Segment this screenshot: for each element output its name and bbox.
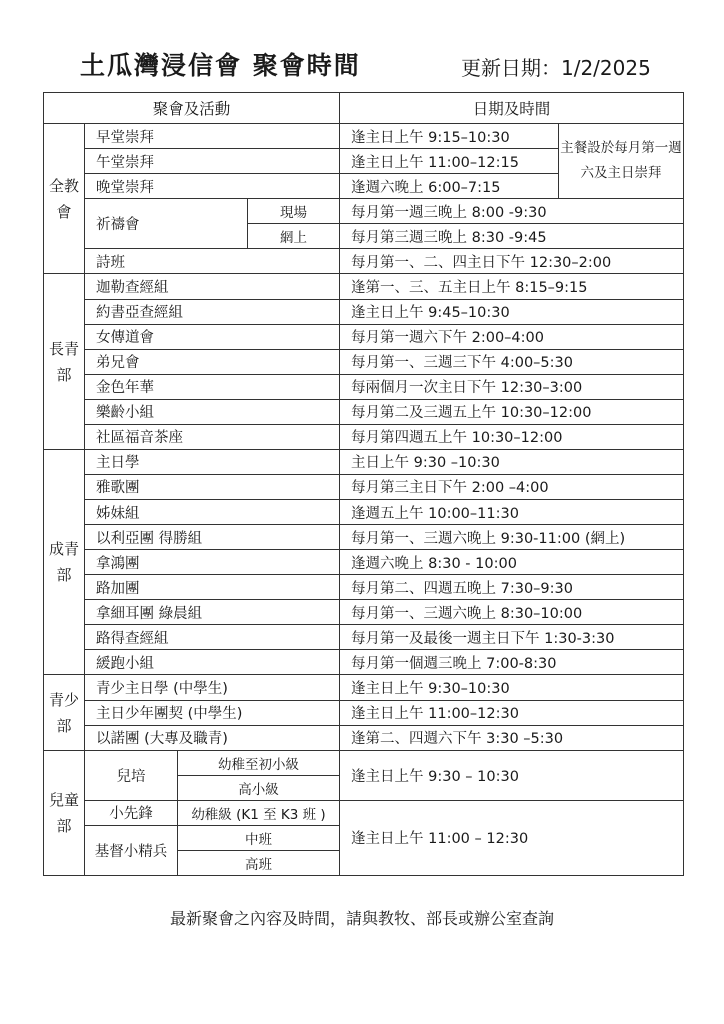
- activity-name: 主日學: [85, 449, 340, 474]
- activity-name: 基督小精兵: [85, 825, 178, 875]
- table-row: [44, 725, 684, 750]
- activity-time: 每月第一、三週六晚上 9:30-11:00 (網上): [340, 525, 684, 550]
- activity-time: 每月第一、三週三下午 4:00–5:30: [340, 349, 684, 374]
- activity-time: 逢主日上午 11:00–12:15: [340, 149, 559, 174]
- activity-time: 逢週六晚上 8:30 - 10:00: [340, 550, 684, 575]
- table-row: [44, 525, 684, 550]
- activity-time: 逢主日上午 9:45–10:30: [340, 299, 684, 324]
- table-row: [44, 474, 684, 499]
- table-row: [44, 625, 684, 650]
- dept-adult: 成青部: [44, 449, 85, 675]
- table-row: [44, 449, 684, 474]
- table-row: [44, 500, 684, 525]
- activity-time: 逢週五上午 10:00–11:30: [340, 500, 684, 525]
- level-label: 幼稚至初小級: [178, 750, 340, 775]
- updated-date: 更新日期：1/2/2025: [461, 56, 651, 80]
- activity-name: 社區福音茶座: [85, 424, 340, 449]
- table-header-row: [44, 93, 684, 124]
- meal-note: 主餐設於每月第一週六及主日崇拜: [559, 124, 684, 199]
- activity-name: 主日少年團契 (中學生): [85, 700, 340, 725]
- activity-time: 逢第一、三、五主日上午 8:15–9:15: [340, 274, 684, 299]
- activity-column-header: 聚會及活動: [44, 93, 340, 124]
- activity-name: 路得查經組: [85, 625, 340, 650]
- activity-time: 每月第一、二、四主日下午 12:30–2:00: [340, 249, 684, 274]
- activity-name: 祈禱會: [85, 199, 248, 249]
- activity-time: 每月第三主日下午 2:00 –4:00: [340, 474, 684, 499]
- table-row: [44, 349, 684, 374]
- table-row: [44, 374, 684, 399]
- activity-name: 姊妹組: [85, 500, 340, 525]
- activity-name: 午堂崇拜: [85, 149, 340, 174]
- table-row: [44, 249, 684, 274]
- page-title: 土瓜灣浸信會 聚會時間: [80, 51, 361, 80]
- activity-name: 詩班: [85, 249, 340, 274]
- activity-time: 每月第一週六下午 2:00–4:00: [340, 324, 684, 349]
- activity-time: 每月第一週三晚上 8:00 -9:30: [340, 199, 684, 224]
- activity-name: 青少主日學 (中學生): [85, 675, 340, 700]
- table-row: [44, 650, 684, 675]
- table-row: [44, 550, 684, 575]
- activity-name: 約書亞查經組: [85, 299, 340, 324]
- level-label: 高班: [178, 850, 340, 875]
- activity-name: 迦勒查經組: [85, 274, 340, 299]
- dept-all-church: 全教會: [44, 124, 85, 274]
- table-row: [44, 199, 684, 224]
- activity-time: 每月第一、三週六晚上 8:30–10:00: [340, 600, 684, 625]
- activity-name: 拿鴻團: [85, 550, 340, 575]
- prayer-mode-onsite: 現場: [248, 199, 340, 224]
- activity-time: 每月第一及最後一週主日下午 1:30-3:30: [340, 625, 684, 650]
- activity-time: 每月第一個週三晚上 7:00-8:30: [340, 650, 684, 675]
- table-row: [44, 575, 684, 600]
- table-row: [44, 324, 684, 349]
- activity-name: 小先鋒: [85, 800, 178, 825]
- table-row: [44, 750, 684, 775]
- activity-name: 以諾團 (大專及職青): [85, 725, 340, 750]
- activity-name: 兒培: [85, 750, 178, 800]
- activity-time: 主日上午 9:30 –10:30: [340, 449, 684, 474]
- table-row: [44, 700, 684, 725]
- table-row: [44, 424, 684, 449]
- activity-time: 逢主日上午 11:00–12:30: [340, 700, 684, 725]
- activity-time: 逢主日上午 9:30–10:30: [340, 675, 684, 700]
- activity-time: 逢第二、四週六下午 3:30 –5:30: [340, 725, 684, 750]
- dept-children: 兒童部: [44, 750, 85, 875]
- activity-name: 雅歌團: [85, 474, 340, 499]
- level-label: 高小級: [178, 775, 340, 800]
- activity-name: 樂齡小組: [85, 399, 340, 424]
- activity-time: 逢主日上午 9:30 – 10:30: [340, 750, 684, 800]
- level-label: 中班: [178, 825, 340, 850]
- activity-time: 每月第三週三晚上 8:30 -9:45: [340, 224, 684, 249]
- activity-time: 每兩個月一次主日下午 12:30–3:00: [340, 374, 684, 399]
- activity-time: 逢週六晚上 6:00–7:15: [340, 174, 559, 199]
- activity-time: 每月第二、四週五晚上 7:30–9:30: [340, 575, 684, 600]
- level-label: 幼稚級 (K1 至 K3 班 ): [178, 800, 340, 825]
- activity-time: 每月第二及三週五上午 10:30–12:00: [340, 399, 684, 424]
- activity-time: 每月第四週五上午 10:30–12:00: [340, 424, 684, 449]
- activity-name: 拿細耳團 綠晨組: [85, 600, 340, 625]
- table-row: [44, 675, 684, 700]
- schedule-table: [43, 92, 684, 876]
- activity-name: 緩跑小組: [85, 650, 340, 675]
- table-row: [44, 274, 684, 299]
- table-row: [44, 800, 684, 825]
- table-row: [44, 299, 684, 324]
- table-row: [44, 600, 684, 625]
- table-row: [44, 399, 684, 424]
- time-column-header: 日期及時間: [340, 93, 684, 124]
- activity-name: 以利亞團 得勝組: [85, 525, 340, 550]
- activity-name: 弟兄會: [85, 349, 340, 374]
- table-row: [44, 124, 684, 149]
- dept-youth: 青少部: [44, 675, 85, 750]
- prayer-mode-online: 網上: [248, 224, 340, 249]
- activity-name: 早堂崇拜: [85, 124, 340, 149]
- activity-name: 晚堂崇拜: [85, 174, 340, 199]
- activity-name: 女傳道會: [85, 324, 340, 349]
- activity-name: 路加團: [85, 575, 340, 600]
- activity-time: 逢主日上午 11:00 – 12:30: [340, 800, 684, 875]
- dept-senior: 長青部: [44, 274, 85, 449]
- activity-name: 金色年華: [85, 374, 340, 399]
- footer-note: 最新聚會之內容及時間，請與教牧、部長或辦公室查詢: [169, 909, 554, 928]
- activity-time: 逢主日上午 9:15–10:30: [340, 124, 559, 149]
